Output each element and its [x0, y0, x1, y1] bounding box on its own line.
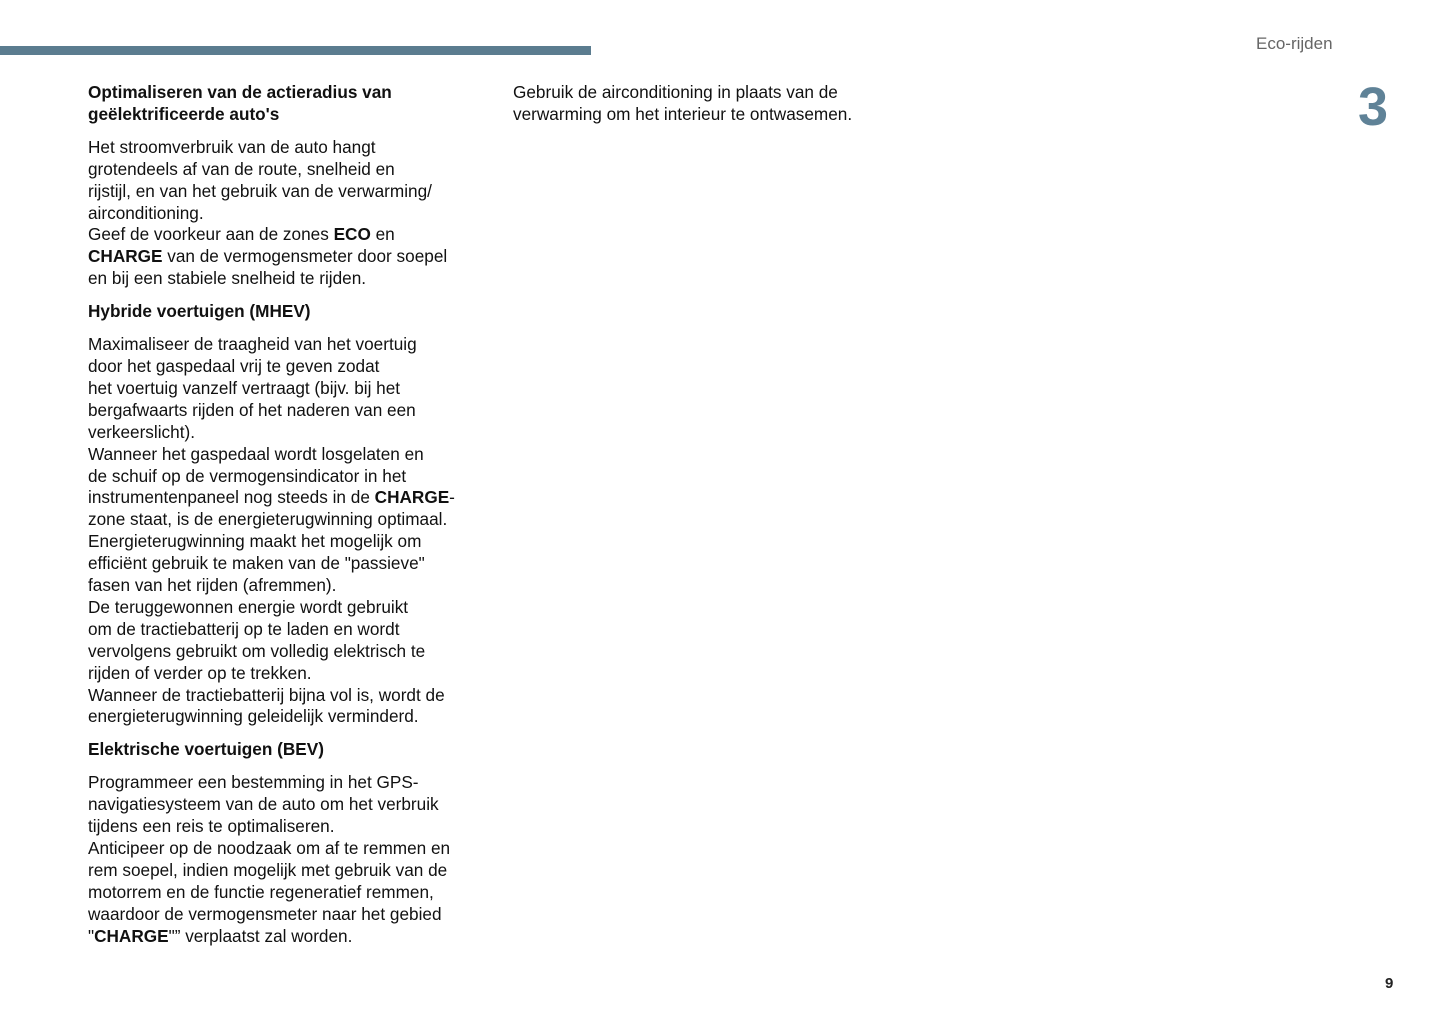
text-segment: Wanneer de tractiebatterij bijna vol is, wordt de	[88, 684, 445, 705]
text-segment: en bij een stabiele snelheid te rijden.	[88, 268, 367, 289]
text-line	[88, 509, 498, 531]
text-line	[88, 487, 498, 509]
text-line	[88, 772, 498, 794]
text-segment: rijstijl, en van het gebruik van de verwarming/	[88, 180, 432, 201]
text-line	[88, 444, 498, 466]
text-segment: motorrem en de functie regeneratief remmen,	[88, 881, 434, 902]
text-line	[88, 575, 498, 597]
text-segment: "	[88, 925, 95, 946]
text-line	[88, 619, 498, 641]
text-line	[88, 422, 498, 444]
text-line	[88, 104, 498, 126]
page-number: 9	[1385, 975, 1394, 992]
text-line	[88, 137, 498, 159]
body-paragraph	[88, 137, 498, 290]
text-line	[88, 641, 498, 663]
text-segment: vervolgens gebruikt om volledig elektrisch te	[88, 640, 426, 661]
text-segment: Optimaliseren van de actieradius van	[88, 82, 392, 102]
text-line	[88, 663, 498, 685]
text-line	[88, 531, 498, 553]
text-segment: verkeerslicht).	[88, 421, 195, 442]
text-line	[88, 597, 498, 619]
text-segment: om de tractiebatterij op te laden en wordt	[88, 618, 400, 639]
text-line	[88, 838, 498, 860]
text-segment: Maximaliseer de traagheid van het voertuig	[88, 334, 417, 355]
text-line	[88, 706, 498, 728]
text-segment: bergafwaarts rijden of het naderen van een	[88, 399, 416, 420]
left-column	[88, 82, 498, 959]
text-segment: Geef de voorkeur aan de zones	[88, 224, 334, 245]
text-line	[88, 904, 498, 926]
text-segment: de schuif op de vermogensindicator in het	[88, 465, 407, 486]
text-line	[88, 553, 498, 575]
text-line	[88, 882, 498, 904]
text-segment: rem soepel, indien mogelijk met gebruik van de	[88, 859, 448, 880]
text-line	[88, 378, 498, 400]
text-segment: Gebruik de airconditioning in plaats van de	[513, 82, 838, 102]
text-line	[88, 739, 498, 761]
text-line	[88, 301, 498, 323]
bold-term: CHARGE	[374, 487, 450, 508]
text-segment: navigatiesysteem van de auto om het verbruik	[88, 794, 439, 815]
text-segment: rijden of verder op te trekken.	[88, 662, 312, 683]
section-heading	[88, 301, 498, 323]
text-line	[88, 181, 498, 203]
text-line	[88, 334, 498, 356]
text-line	[88, 203, 498, 225]
text-segment: Anticipeer op de noodzaak om af te remmen en	[88, 838, 451, 858]
text-segment: De teruggewonnen energie wordt gebruikt	[88, 596, 409, 617]
text-line	[88, 268, 498, 290]
right-column	[513, 82, 933, 137]
text-segment: het voertuig vanzelf vertraagt (bijv. bij het	[88, 377, 401, 398]
text-line	[88, 816, 498, 838]
text-segment: "” verplaatst zal worden.	[168, 925, 353, 946]
text-segment: tijdens een reis te optimaliseren.	[88, 816, 335, 837]
text-line	[513, 82, 933, 104]
section-heading	[88, 82, 498, 126]
text-line	[88, 926, 498, 948]
header-accent-bar	[0, 46, 591, 55]
text-segment: Het stroomverbruik van de auto hangt	[88, 136, 376, 157]
text-segment: en	[370, 224, 395, 245]
text-segment: waardoor de vermogensmeter naar het gebied	[88, 903, 442, 924]
body-paragraph	[513, 82, 933, 126]
text-line	[88, 159, 498, 181]
text-line	[88, 356, 498, 378]
text-segment: geëlektrificeerde auto's	[88, 103, 280, 124]
text-line	[88, 466, 498, 488]
body-paragraph	[88, 334, 498, 728]
bold-term: CHARGE	[88, 246, 163, 267]
text-segment: verwarming om het interieur te ontwasemen.	[513, 103, 853, 124]
bold-term: CHARGE	[94, 925, 169, 946]
text-segment: fasen van het rijden (afremmen).	[88, 575, 337, 596]
text-line	[88, 224, 498, 246]
text-line	[88, 246, 498, 268]
text-segment: van de vermogensmeter door soepel	[162, 246, 448, 267]
bold-term: ECO	[333, 224, 371, 245]
chapter-number: 3	[1358, 77, 1389, 137]
text-segment: zone staat, is de energieterugwinning optimaal.	[88, 509, 448, 530]
section-heading	[88, 739, 498, 761]
text-segment: -	[449, 487, 455, 508]
text-segment: grotendeels af van de route, snelheid en	[88, 158, 395, 179]
text-segment: Wanneer het gaspedaal wordt losgelaten en	[88, 443, 424, 464]
text-segment: Energieterugwinning maakt het mogelijk om	[88, 531, 422, 552]
text-segment: Programmeer een bestemming in het GPS-	[88, 772, 419, 793]
text-segment: efficiënt gebruik te maken van de "passieve"	[88, 553, 425, 574]
text-line	[88, 82, 498, 104]
text-segment: Elektrische voertuigen (BEV)	[88, 739, 324, 760]
text-segment: energieterugwinning geleidelijk verminderd.	[88, 706, 419, 727]
section-title: Eco-rijden	[1256, 34, 1333, 53]
text-line	[513, 104, 933, 126]
text-line	[88, 400, 498, 422]
text-segment: airconditioning.	[88, 202, 204, 223]
text-line	[88, 794, 498, 816]
text-segment: door het gaspedaal vrij te geven zodat	[88, 355, 380, 376]
text-line	[88, 860, 498, 882]
text-segment: Hybride voertuigen (MHEV)	[88, 301, 311, 322]
text-line	[88, 685, 498, 707]
text-segment: instrumentenpaneel nog steeds in de	[88, 487, 375, 508]
body-paragraph	[88, 772, 498, 947]
